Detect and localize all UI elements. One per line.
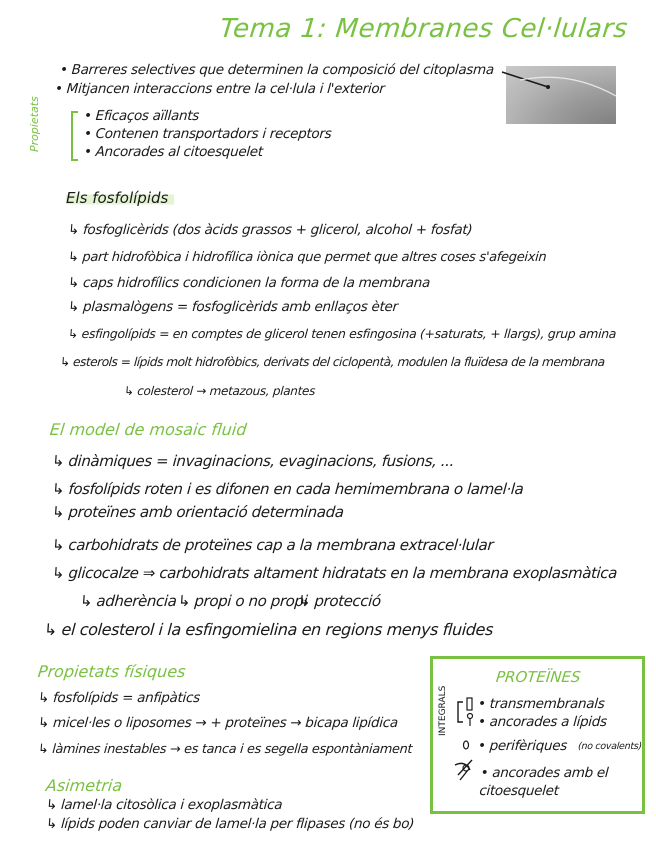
- fisiques-line-2: ↳ micel·les o liposomes → + proteïnes → bicapa lipídica: [37, 715, 399, 731]
- mosaic-sub-propi: ↳ propi o no propi: [177, 592, 309, 610]
- propietats-item-3: • Ancorades al citoesquelet: [83, 144, 264, 160]
- fisiques-heading: Propietats físiques: [37, 662, 187, 681]
- mosaic-line-4: ↳ carbohidrats de proteïnes cap a la membrana extracel·lular: [51, 536, 494, 554]
- proteines-item-4: • ancorades amb el citoesquelet: [478, 765, 609, 799]
- mosaic-sub-adherencia: ↳ adherència: [79, 592, 178, 610]
- fosfolipids-sub: ↳ colesterol → metazous, plantes: [123, 384, 316, 398]
- mosaic-last: ↳ el colesterol i la esfingomielina en regions menys fluides: [43, 620, 494, 639]
- proteines-note: (no covalents): [577, 741, 643, 752]
- fosfolipids-heading-text: Els fosfolípids: [66, 189, 174, 207]
- proteines-item-3: • perifèriques: [477, 738, 568, 754]
- asimetria-line-2: ↳ lípids poden canviar de lamel·la per flipases (no és bo): [45, 816, 415, 832]
- proteines-heading: PROTEÏNES: [495, 668, 582, 686]
- fosfolipids-line-4: ↳ plasmalògens = fosfoglicèrids amb enllaços èter: [67, 299, 399, 315]
- proteines-item-1: • transmembranals: [477, 696, 606, 712]
- asimetria-heading: Asimetria: [45, 776, 124, 795]
- proteines-item-2: • ancorades a lípids: [477, 714, 608, 730]
- page-title: Tema 1: Membranes Cel·lulars: [218, 14, 630, 44]
- fosfolipids-line-2: ↳ part hidrofòbica i hidrofílica iònica que permet que altres coses s'afegeixin: [67, 250, 547, 265]
- propietats-item-1: • Eficaços aïllants: [83, 108, 200, 124]
- propietats-item-2: • Contenen transportadors i receptors: [83, 126, 332, 142]
- fosfolipids-line-5: ↳ esfingolípids = en comptes de glicerol tenen esfingosina (+saturats, + llargs), grup amina: [67, 326, 617, 341]
- mosaic-line-1: ↳ dinàmiques = invaginacions, evaginacions, fusions, ...: [51, 452, 455, 470]
- asimetria-line-1: ↳ lamel·la citosòlica i exoplasmàtica: [45, 797, 283, 813]
- intro-bullet-2: • Mitjancen interaccions entre la cel·lula i l'exterior: [54, 81, 386, 97]
- mosaic-line-3: ↳ proteïnes amb orientació determinada: [51, 503, 345, 521]
- mosaic-line-5: ↳ glicocalze ⇒ carbohidrats altament hidratats en la membrana exoplasmàtica: [51, 564, 618, 582]
- mosaic-sub-proteccio: ↳ protecció: [297, 592, 382, 610]
- mosaic-line-2: ↳ fosfolípids roten i es difonen en cada hemimembrana o lamel·la: [51, 480, 525, 498]
- fisiques-line-3: ↳ làmines inestables → es tanca i es segella espontàniament: [37, 742, 413, 757]
- integrals-side-label: INTEGRALS: [438, 685, 448, 736]
- fisiques-line-1: ↳ fosfolípids = anfipàtics: [37, 690, 201, 706]
- intro-bullet-1: • Barreres selectives que determinen la composició del citoplasma: [59, 62, 495, 78]
- fosfolipids-line-3: ↳ caps hidrofílics condicionen la forma de la membrana: [67, 275, 431, 291]
- fosfolipids-heading: [66, 188, 174, 207]
- fosfolipids-line-6: ↳ esterols = lípids molt hidrofòbics, derivats del ciclopentà, modulen la fluïdesa de la membrana: [59, 355, 606, 369]
- propietats-side-label: Propietats: [28, 96, 41, 152]
- mosaic-heading: El model de mosaic fluid: [49, 420, 248, 439]
- fosfolipids-line-1: ↳ fosfoglicèrids (dos àcids grassos + glicerol, alcohol + fosfat): [67, 222, 473, 238]
